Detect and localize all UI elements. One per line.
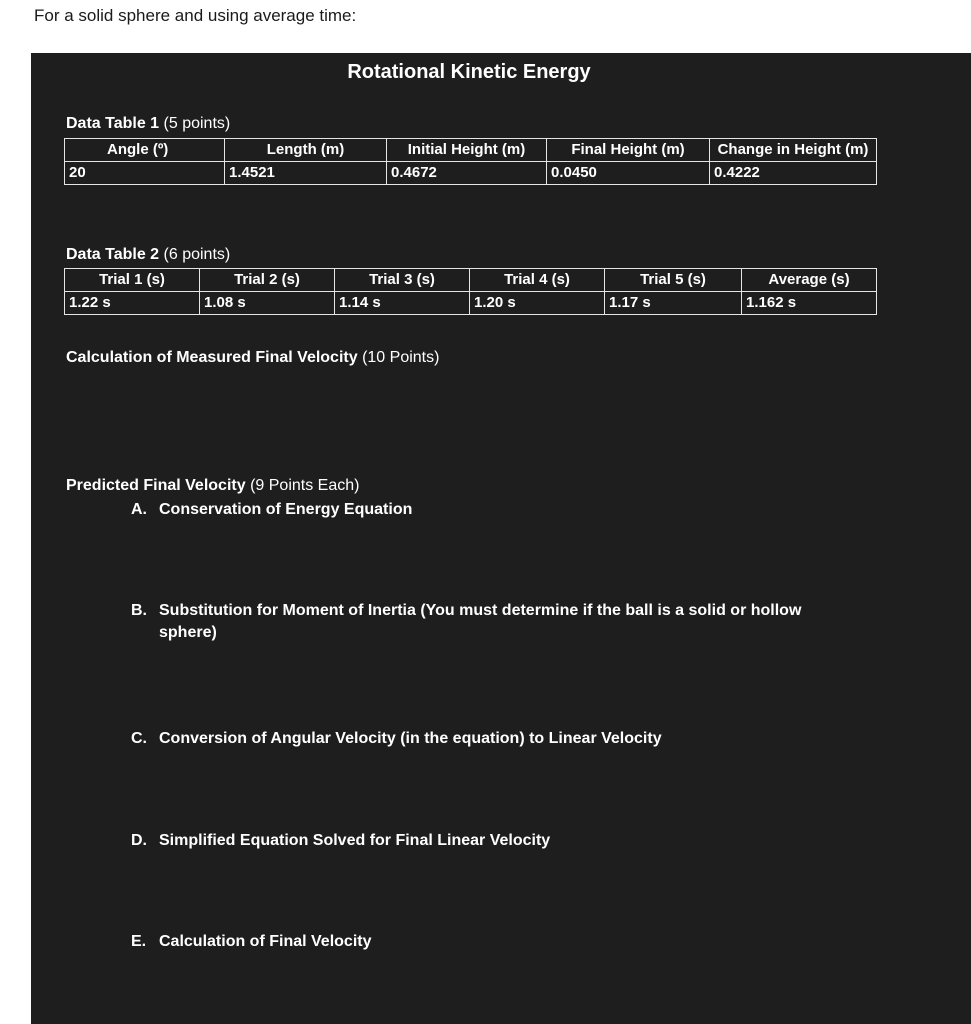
item-text: Substitution for Moment of Inertia (You must determine if the ball is a solid or hollow sphere) [159, 602, 802, 641]
list-item [131, 600, 851, 644]
data-table-2 [64, 268, 877, 315]
item-letter: E. [131, 933, 147, 950]
list-item [131, 728, 851, 750]
table2-header-row [65, 269, 877, 292]
worksheet-title: Rotational Kinetic Energy [347, 61, 591, 83]
measured-heading-rest: (10 Points) [357, 349, 440, 366]
worksheet-image [31, 53, 971, 1024]
list-item [131, 931, 851, 953]
table1-header-row [65, 139, 877, 162]
item-text: Conversion of Angular Velocity (in the equation) to Linear Velocity [159, 730, 662, 747]
predicted-heading-rest: (9 Points Each) [245, 477, 360, 494]
table1-value-row [65, 162, 877, 185]
item-letter: C. [131, 730, 147, 747]
table1-title [66, 115, 230, 133]
table2-title-rest: (6 points) [159, 246, 231, 263]
item-letter: D. [131, 832, 147, 849]
table1-header-cell: Initial Height (m) [387, 139, 547, 162]
table2-title-bold: Data Table 2 [66, 246, 160, 263]
table2-value-cell: 1.162 s [742, 292, 877, 315]
table1-value-cell: 20 [65, 162, 225, 185]
list-item [131, 830, 851, 852]
table2-header-cell: Average (s) [742, 269, 877, 292]
item-text: Calculation of Final Velocity [159, 933, 372, 950]
table1-title-bold: Data Table 1 [66, 115, 160, 132]
table1-header-cell: Final Height (m) [547, 139, 710, 162]
table2-title [66, 246, 230, 264]
table1-value-cell: 0.0450 [547, 162, 710, 185]
table1-header-cell: Length (m) [225, 139, 387, 162]
item-letter: B. [131, 602, 147, 619]
measured-velocity-heading [66, 349, 439, 367]
predicted-velocity-heading [66, 477, 359, 495]
table2-value-row [65, 292, 877, 315]
data-table-1 [64, 138, 877, 185]
list-item [131, 499, 851, 521]
table2-header-cell: Trial 4 (s) [470, 269, 605, 292]
table1-value-cell: 1.4521 [225, 162, 387, 185]
item-letter: A. [131, 501, 147, 518]
table2-header-cell: Trial 2 (s) [200, 269, 335, 292]
table2-value-cell: 1.20 s [470, 292, 605, 315]
measured-heading-bold: Calculation of Measured Final Velocity [66, 349, 358, 366]
table1-title-rest: (5 points) [159, 115, 231, 132]
table1-value-cell: 0.4672 [387, 162, 547, 185]
table1-header-cell: Change in Height (m) [710, 139, 877, 162]
table1-header-cell: Angle (º) [65, 139, 225, 162]
table1-value-cell: 0.4222 [710, 162, 877, 185]
question-prompt: For a solid sphere and using average time: [34, 6, 357, 25]
table2-value-cell: 1.22 s [65, 292, 200, 315]
table2-header-cell: Trial 5 (s) [605, 269, 742, 292]
table2-value-cell: 1.14 s [335, 292, 470, 315]
item-text: Simplified Equation Solved for Final Linear Velocity [159, 832, 551, 849]
table2-header-cell: Trial 1 (s) [65, 269, 200, 292]
predicted-heading-bold: Predicted Final Velocity [66, 477, 246, 494]
table2-value-cell: 1.08 s [200, 292, 335, 315]
table2-value-cell: 1.17 s [605, 292, 742, 315]
table2-header-cell: Trial 3 (s) [335, 269, 470, 292]
item-text: Conservation of Energy Equation [159, 501, 413, 518]
